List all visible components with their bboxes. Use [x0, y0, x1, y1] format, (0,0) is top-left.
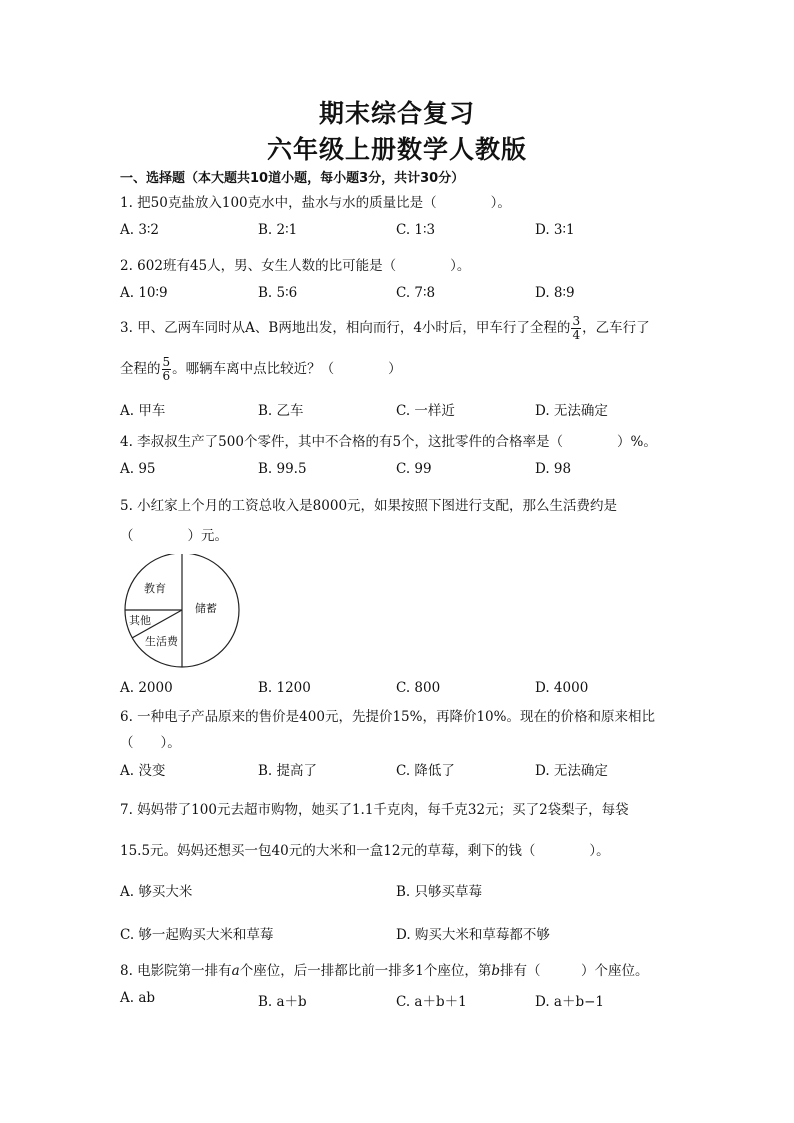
section-header: 一、选择题（本大题共10道小题，每小题3分，共计30分）	[120, 171, 465, 186]
question-4-stem: 4. 李叔叔生产了500个零件，其中不合格的有5个，这批零件的合格率是（ ）%。	[120, 434, 657, 450]
question-2-stem: 2. 602班有45人，男、女生人数的比可能是（ ）。	[120, 258, 471, 274]
question-5-stem-line-1: 5. 小红家上个月的工资总收入是8000元，如果按照下图进行支配，那么生活费约是	[120, 498, 618, 514]
q5-option-a[interactable]: A. 2000	[120, 680, 173, 696]
budget-pie-chart	[120, 554, 244, 670]
pie-label-other: 其他	[129, 614, 151, 627]
q8-option-b[interactable]: B. a＋b	[258, 994, 307, 1010]
q6-option-c[interactable]: C. 降低了	[396, 763, 455, 779]
q4-option-b[interactable]: B. 99.5	[258, 461, 307, 477]
q8-option-d[interactable]: D. a＋b−1	[535, 994, 605, 1010]
fraction-numerator: 3	[572, 314, 581, 328]
q2-option-d[interactable]: D. 8∶9	[535, 285, 575, 301]
q4-option-a[interactable]: A. 95	[120, 461, 156, 477]
fraction-numerator: 5	[162, 355, 171, 369]
q3-option-c[interactable]: C. 一样近	[396, 403, 455, 419]
q3-option-b[interactable]: B. 乙车	[258, 403, 304, 419]
q4-option-d[interactable]: D. 98	[535, 461, 572, 477]
question-7-stem-line-1: 7. 妈妈带了100元去超市购物，她买了1.1千克肉，每千克32元；买了2袋梨子，每袋	[120, 802, 629, 818]
question-3-stem-line-1	[120, 315, 650, 342]
q6-option-b[interactable]: B. 提高了	[258, 763, 318, 779]
pie-label-education: 教育	[144, 582, 166, 595]
title-line-1: 期末综合复习	[318, 99, 475, 128]
q3-text-c: 全程的	[120, 361, 161, 377]
q1-option-d[interactable]: D. 3∶1	[535, 222, 575, 238]
q6-option-d[interactable]: D. 无法确定	[535, 763, 608, 779]
question-1-stem: 1. 把50克盐放入100克水中，盐水与水的质量比是（ ）。	[120, 195, 511, 211]
q1-option-c[interactable]: C. 1∶3	[396, 222, 436, 238]
q2-option-a[interactable]: A. 10∶9	[120, 285, 168, 301]
q4-option-c[interactable]: C. 99	[396, 461, 432, 477]
q3-option-d[interactable]: D. 无法确定	[535, 403, 608, 419]
q3-text-d: 。哪辆车离中点比较近？（ ）	[172, 361, 402, 377]
q5-option-d[interactable]: D. 4000	[535, 680, 589, 696]
pie-label-savings: 储蓄	[195, 602, 217, 615]
question-5-stem-line-2: （ ）元。	[120, 528, 228, 544]
q3-text-a: 3. 甲、乙两车同时从A、B两地出发，相向而行，4小时后，甲车行了全程的	[120, 320, 571, 336]
q5-option-b[interactable]: B. 1200	[258, 680, 311, 696]
fraction-denominator: 4	[572, 328, 581, 342]
q7-option-b[interactable]: B. 只够买草莓	[396, 884, 483, 900]
q1-option-a[interactable]: A. 3∶2	[120, 222, 160, 238]
q3-text-b: ，乙车行了	[582, 320, 650, 336]
q8-text-b: 个座位，后一排都比前一排多1个座位，第	[239, 963, 492, 979]
q8-text-a: 8. 电影院第一排有	[120, 963, 232, 979]
question-3-stem-line-2	[120, 356, 402, 383]
q7-option-a[interactable]: A. 够买大米	[120, 884, 193, 900]
q8-option-c[interactable]: C. a＋b＋1	[396, 994, 467, 1010]
q1-option-b[interactable]: B. 2∶1	[258, 222, 298, 238]
question-6-stem-line-2: （ ）。	[120, 735, 181, 751]
q2-option-b[interactable]: B. 5∶6	[258, 285, 298, 301]
fraction-three-quarters	[571, 315, 581, 342]
question-7-stem-line-2: 15.5元。妈妈还想买一包40元的大米和一盒12元的草莓，剩下的钱（ ）。	[120, 843, 610, 859]
q6-option-a[interactable]: A. 没变	[120, 763, 166, 779]
q7-option-d[interactable]: D. 购买大米和草莓都不够	[396, 927, 550, 943]
q8-option-a[interactable]: A. ab	[120, 990, 156, 1006]
q5-option-c[interactable]: C. 800	[396, 680, 441, 696]
question-6-stem-line-1: 6. 一种电子产品原来的售价是400元，先提价15%，再降价10%。现在的价格和原来相比	[120, 709, 655, 725]
fraction-five-sixths	[162, 356, 172, 383]
q3-option-a[interactable]: A. 甲车	[120, 403, 166, 419]
variable-b: b	[491, 963, 500, 979]
fraction-denominator: 6	[162, 369, 171, 383]
q7-option-c[interactable]: C. 够一起购买大米和草莓	[120, 927, 274, 943]
pie-label-living: 生活费	[145, 635, 178, 648]
question-8-stem	[120, 959, 648, 979]
title-line-2: 六年级上册数学人教版	[266, 135, 527, 164]
variable-a: a	[231, 963, 240, 979]
q8-text-c: 排有（ ）个座位。	[499, 963, 649, 979]
q2-option-c[interactable]: C. 7∶8	[396, 285, 436, 301]
